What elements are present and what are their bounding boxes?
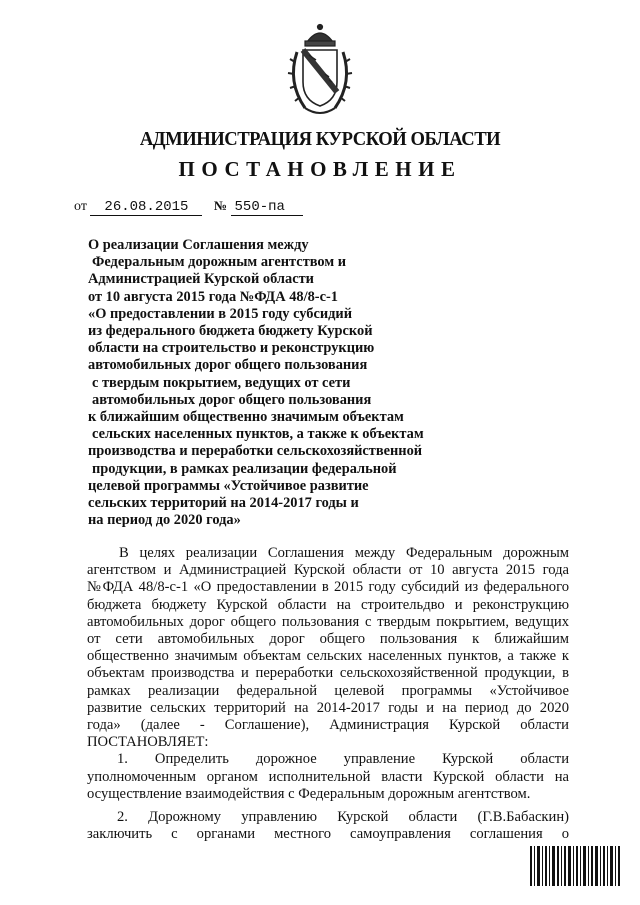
date-number-line — [74, 198, 303, 216]
body-line: В целях реализации Соглашения между Федеральным дорожным — [119, 545, 569, 561]
title-line: производства и переработки сельскохозяйственной — [88, 443, 423, 460]
title-line: целевой программы «Устойчивое развитие — [88, 477, 369, 494]
title-line: сельских населенных пунктов, а также к объектам — [92, 426, 424, 443]
body-line: 2. Дорожному управлению Курской области (Г.В.Бабаскин) — [117, 809, 569, 826]
title-line: Администрацией Курской области — [88, 271, 314, 288]
document-date: 26.08.2015 — [90, 199, 202, 216]
body-line: уполномоченным органом исполнительной власти Курской области на — [87, 768, 569, 785]
body-line: объектам производства и переработки сельскохозяйственной продукции, в — [87, 665, 569, 682]
body-line: года» (далее - Соглашение), Администрация Курской области — [87, 717, 569, 734]
preamble-paragraph — [87, 545, 569, 751]
barcode — [530, 846, 622, 886]
body-line: заключить с органами местного самоуправления соглашения о — [87, 826, 569, 843]
title-line: от 10 августа 2015 года №ФДА 48/8-с-1 — [88, 288, 338, 305]
body-line: от сети автомобильных дорог общего пользования к ближайшим — [87, 631, 569, 648]
document-title — [88, 237, 468, 529]
body-line: бюджета бюджету Курской области на строительдво и реконструкцию — [87, 596, 569, 613]
title-line: продукции, в рамках реализации федеральной — [92, 460, 397, 477]
resolution-keyword: ПОСТАНОВЛЯЕТ: — [87, 734, 209, 751]
document-type: ПОСТАНОВЛЕНИЕ — [178, 157, 462, 181]
body-line: осуществление взаимодействия с Федеральным дорожным агентством. — [87, 785, 531, 802]
title-line: из федерального бюджета бюджету Курской — [88, 323, 373, 340]
body-line: развитие сельских территорий на 2014-2017 годы и на период до 2020 — [87, 699, 569, 716]
body-line: агентством и Администрацией Курской области от 10 августа 2015 года — [87, 562, 569, 579]
number-prefix: № — [213, 198, 228, 213]
body-line: №ФДА 48/8-с-1 «О предоставлении в 2015 году субсидий из федерального — [87, 579, 569, 596]
body-line: общественно значимым объектам сельских населенных пунктов, а также к — [87, 648, 569, 665]
title-line: к ближайшим общественно значимым объектам — [88, 409, 404, 426]
title-line: Федеральным дорожным агентством и — [92, 254, 347, 271]
body-line: 1. Определить дорожное управление Курской области — [117, 751, 569, 768]
title-line: сельских территорий на 2014-2017 годы и — [88, 495, 359, 512]
title-line: «О предоставлении в 2015 году субсидий — [88, 305, 353, 322]
body-line: рамках реализации федеральной целевой программы «Устойчивое — [87, 682, 569, 699]
item-1-paragraph — [87, 751, 569, 803]
title-line: с твердым покрытием, ведущих от сети — [92, 374, 351, 391]
date-prefix: от — [74, 199, 87, 214]
organization-name: АДМИНИСТРАЦИЯ КУРСКОЙ ОБЛАСТИ — [139, 128, 501, 150]
title-line: автомобильных дорог общего пользования — [92, 391, 372, 408]
coat-of-arms-emblem — [285, 22, 355, 118]
item-2-paragraph — [87, 809, 569, 843]
title-line: на период до 2020 года» — [88, 512, 241, 529]
title-line: автомобильных дорог общего пользования — [88, 357, 368, 374]
document-number: 550-па — [231, 199, 303, 216]
title-line: области на строительство и реконструкцию — [88, 340, 375, 357]
document-body — [87, 545, 569, 843]
title-line: О реализации Соглашения между — [88, 237, 309, 253]
body-line: автомобильных дорог общего пользования с твердым покрытием, ведущих — [87, 613, 569, 630]
